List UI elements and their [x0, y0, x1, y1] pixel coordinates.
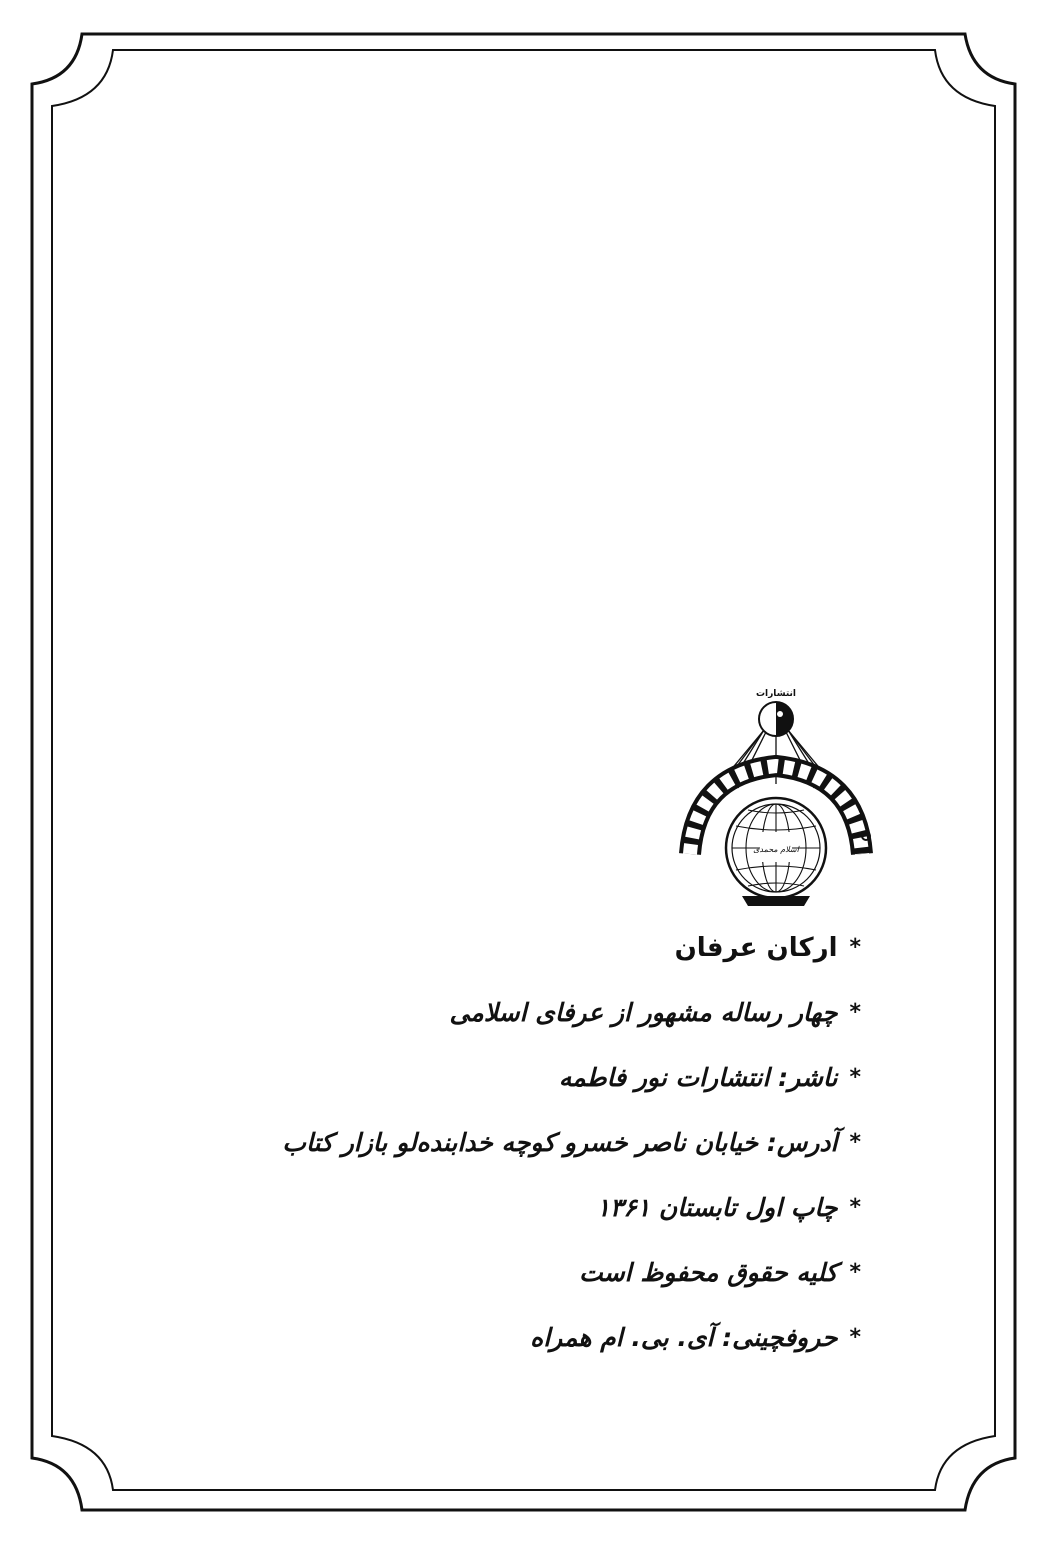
logo-top-caption: انتشارات [756, 689, 796, 699]
book-title: ارکان عرفان [674, 932, 838, 963]
rights-line [101, 1240, 861, 1305]
typesetting: حروفچینی: آی. بی. ام همراه [530, 1323, 838, 1352]
edition-line [101, 1175, 861, 1240]
colophon-list [101, 915, 861, 1370]
book-subtitle: چهار رساله مشهور از عرفای اسلامی [449, 998, 838, 1027]
logo-globe-caption: اسلام محمدی [753, 845, 799, 854]
publisher-emblem-icon [676, 684, 876, 910]
bullet-star-icon: * [849, 935, 861, 960]
bullet-star-icon: * [849, 1195, 861, 1220]
edition: چاپ اول تابستان ۱۳۶۱ [596, 1193, 838, 1222]
address-line [101, 1110, 861, 1175]
bullet-star-icon: * [849, 1325, 861, 1350]
bullet-star-icon: * [849, 1260, 861, 1285]
rights: کلیه حقوق محفوظ است [579, 1258, 838, 1287]
bullet-star-icon: * [849, 1000, 861, 1025]
publisher: ناشر: انتشارات نور فاطمه [558, 1063, 838, 1092]
bullet-star-icon: * [849, 1065, 861, 1090]
bullet-star-icon: * [849, 1130, 861, 1155]
address: آدرس: خیابان ناصر خسرو کوچه خدابنده‌لو بازار کتاب [282, 1128, 838, 1157]
book-subtitle-line [101, 980, 861, 1045]
book-title-line [101, 915, 861, 980]
publisher-line [101, 1045, 861, 1110]
typesetting-line [101, 1305, 861, 1370]
